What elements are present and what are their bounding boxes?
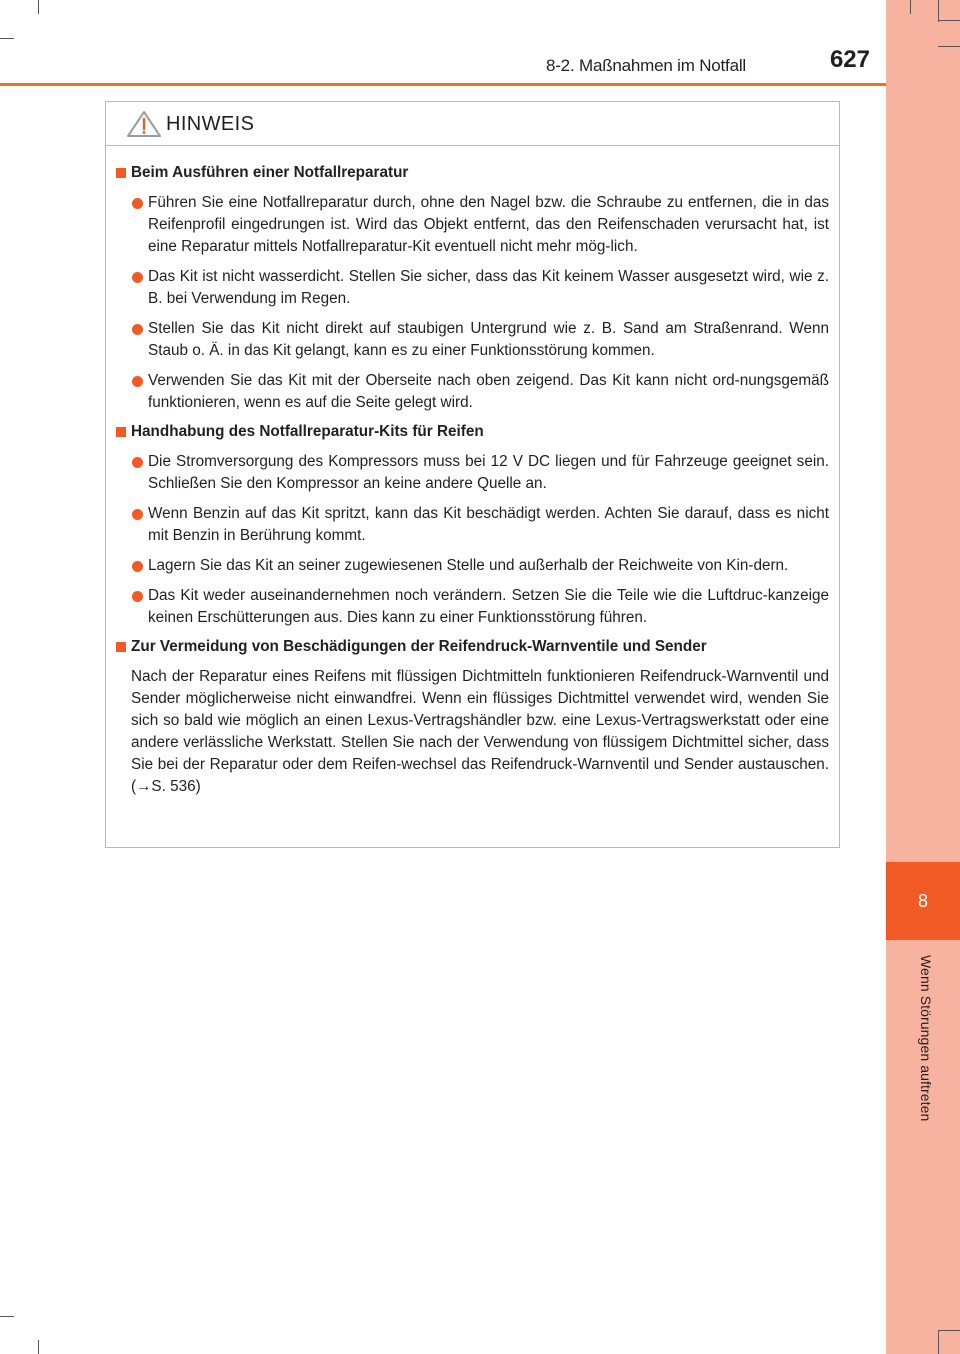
section-heading xyxy=(116,637,829,657)
header-rule xyxy=(0,83,886,86)
list-item-text: Verwenden Sie das Kit mit der Oberseite nach oben zeigend. Das Kit kann nicht ord-nungsgemäß funktionieren, wenn es auf die Seite gelegt wird. xyxy=(148,372,829,411)
crop-mark xyxy=(0,1316,14,1317)
crop-mark xyxy=(938,20,960,21)
section-heading-text: Beim Ausführen einer Notfallreparatur xyxy=(131,164,409,181)
list-item xyxy=(116,370,829,414)
bullet-dot-icon xyxy=(132,509,143,520)
page-number: 627 xyxy=(829,46,870,73)
bullet-dot-icon xyxy=(132,324,143,335)
bullet-dot-icon xyxy=(132,457,143,468)
square-bullet-icon xyxy=(116,642,126,652)
section-heading-text: Handhabung des Notfallreparatur-Kits für Reifen xyxy=(131,423,484,440)
bullet-dot-icon xyxy=(132,591,143,602)
bullet-dot-icon xyxy=(132,376,143,387)
section-title: 8-2. Maßnahmen im Notfall xyxy=(545,56,746,75)
crop-mark xyxy=(38,1340,39,1354)
notice-body xyxy=(106,146,839,798)
chapter-number: 8 xyxy=(917,890,928,911)
list-item-text: Wenn Benzin auf das Kit spritzt, kann das Kit beschädigt werden. Achten Sie darauf, dass es nicht mit Benzin in Berührung kommt. xyxy=(148,505,829,544)
notice-title: HINWEIS xyxy=(166,113,255,135)
crop-mark xyxy=(938,0,939,22)
list-item xyxy=(116,503,829,547)
square-bullet-icon xyxy=(116,168,126,178)
bullet-dot-icon xyxy=(132,272,143,283)
crop-mark xyxy=(38,0,39,14)
crop-mark xyxy=(938,1330,939,1354)
list-item-text: Das Kit ist nicht wasserdicht. Stellen Sie sicher, dass das Kit keinem Wasser ausgesetzt wird, wie z. B. bei Verwendung im Regen. xyxy=(148,268,829,307)
warning-triangle-icon xyxy=(126,110,162,138)
square-bullet-icon xyxy=(116,427,126,437)
list-item xyxy=(116,451,829,495)
list-item-text: Stellen Sie das Kit nicht direkt auf staubigen Untergrund wie z. B. Sand am Straßenrand. Wenn Staub o. Ä. in das Kit gelangt, kann es zu einer Funktionsstörung kommen. xyxy=(148,320,829,359)
notice-box xyxy=(105,101,840,848)
side-tab-bar xyxy=(886,0,960,1354)
list-item xyxy=(116,585,829,629)
section-paragraph: Nach der Reparatur eines Reifens mit flüssigen Dichtmitteln funktionieren Reifendruck-Warnventil und Sender möglicherweise nicht einwandfrei. Wenn ein flüssiges Dichtmittel verwendet wird, wenden Sie sich so bald wie möglich an einen Lexus-Vertragshändler bzw. eine Lexus-Vertragswerkstatt oder eine andere verlässliche Werkstatt. Stellen Sie nach der Verwendung von flüssigem Dichtmittel sicher, dass Sie bei der Reparatur oder dem Reifen-wechsel das Reifendruck-Warnventil und Sender austauschen. (→S. 536) xyxy=(131,668,829,795)
bullet-dot-icon xyxy=(132,198,143,209)
notice-header xyxy=(106,102,839,146)
chapter-label: Wenn Störungen auftreten xyxy=(918,955,934,1122)
bullet-dot-icon xyxy=(132,561,143,572)
section-heading xyxy=(116,163,829,183)
crop-mark xyxy=(0,38,14,39)
list-item-text: Lagern Sie das Kit an seiner zugewiesenen Stelle und außerhalb der Reichweite von Kin-dern. xyxy=(148,557,789,574)
crop-mark xyxy=(910,0,911,14)
crop-mark xyxy=(938,46,960,47)
list-item xyxy=(116,555,829,577)
section-heading xyxy=(116,422,829,442)
list-item xyxy=(116,318,829,362)
list-item xyxy=(116,266,829,310)
crop-mark xyxy=(938,1330,960,1331)
section-heading-text: Zur Vermeidung von Beschädigungen der Reifendruck-Warnventile und Sender xyxy=(131,638,707,655)
list-item-text: Führen Sie eine Notfallreparatur durch, ohne den Nagel bzw. die Schraube zu entfernen, die in das Reifenprofil eingedrungen ist. Wird das Objekt entfernt, das den Reifenschaden verursacht hat, ist eine Reparatur mittels Notfallreparatur-Kit eventuell nicht mehr mög-lich. xyxy=(148,194,829,255)
list-item xyxy=(116,192,829,258)
chapter-tab xyxy=(886,862,960,940)
list-item-text: Die Stromversorgung des Kompressors muss bei 12 V DC liegen und für Fahrzeuge geeignet sein. Schließen Sie den Kompressor an keine andere Quelle an. xyxy=(148,453,829,492)
list-item-text: Das Kit weder auseinandernehmen noch verändern. Setzen Sie die Teile wie die Luftdruc-kanzeige keinen Erschütterungen aus. Dies kann zu einer Funktionsstörung führen. xyxy=(148,587,829,626)
